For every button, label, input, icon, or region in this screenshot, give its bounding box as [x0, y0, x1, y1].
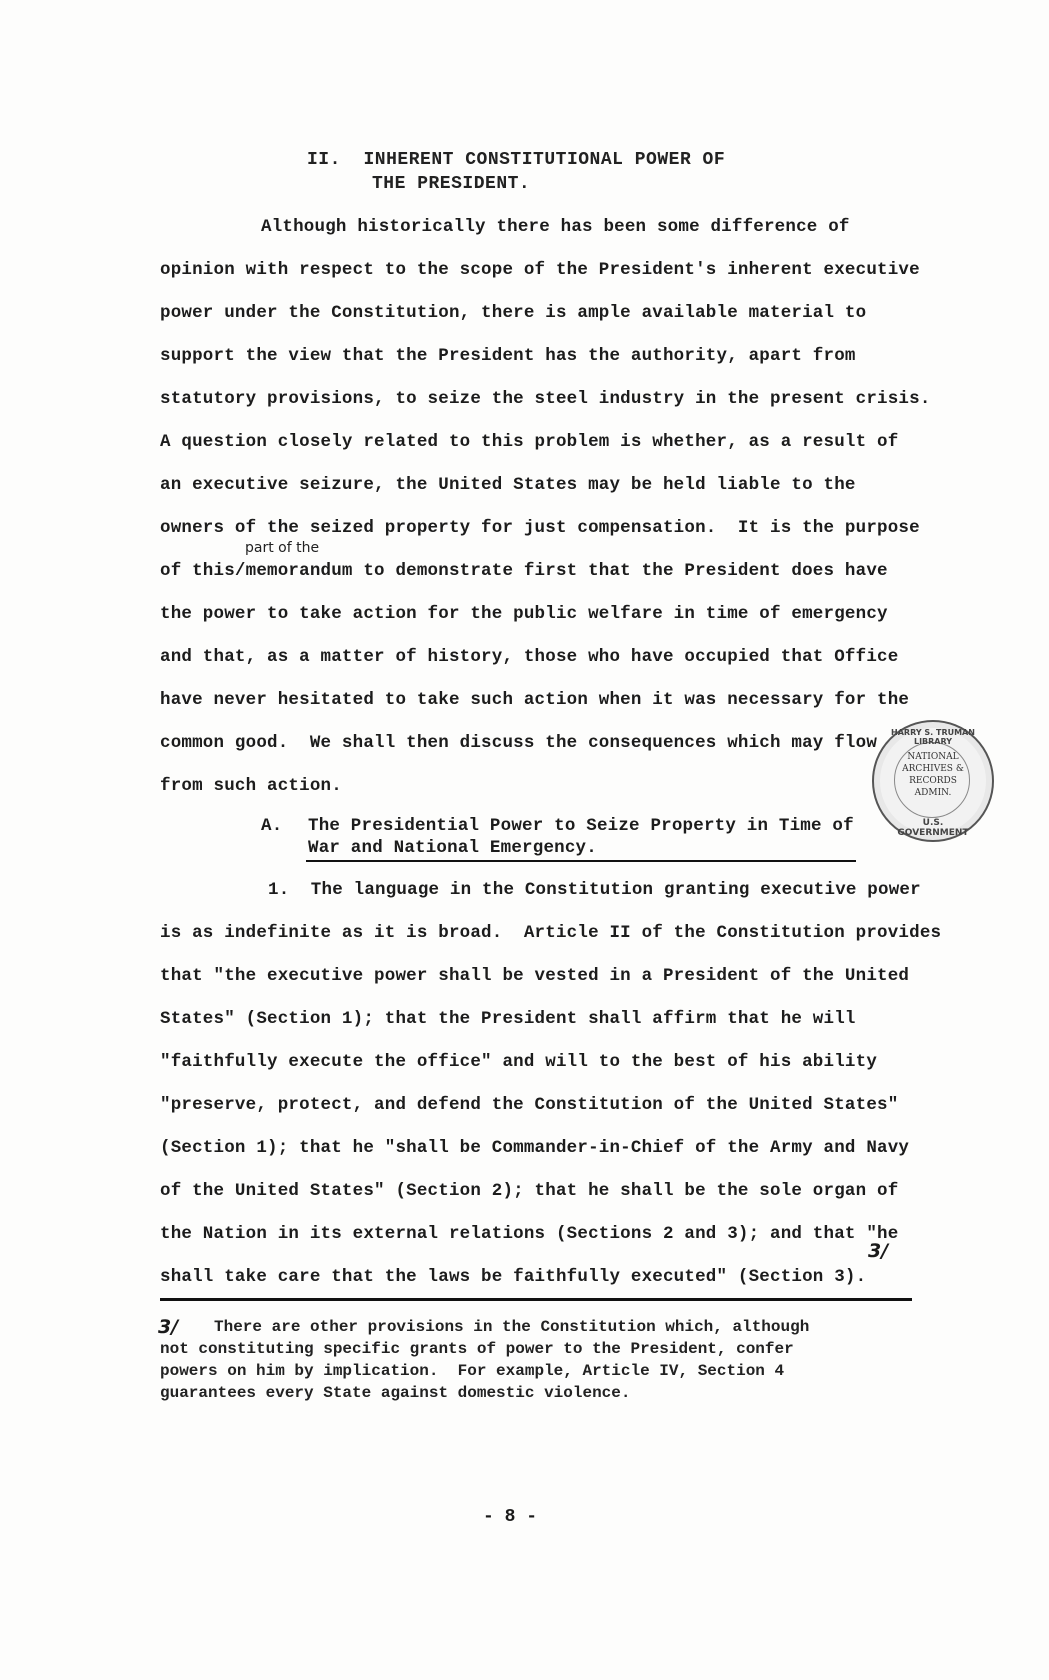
paragraph-1-line: Although historically there has been some difference of	[261, 217, 850, 237]
paragraph-1-line: common good. We shall then discuss the consequences which may flow	[160, 733, 878, 753]
footnote-line: not constituting specific grants of power to the President, confer	[160, 1340, 794, 1358]
subheading-underline	[306, 860, 856, 862]
paragraph-1-line: statutory provisions, to seize the steel industry in the present crisis.	[160, 389, 931, 409]
footnote-line: powers on him by implication. For example, Article IV, Section 4	[160, 1362, 785, 1380]
paragraph-2-line: States" (Section 1); that the President shall affirm that he will	[160, 1009, 856, 1029]
paragraph-1-line: of this/memorandum to demonstrate first that the President does have	[160, 561, 888, 581]
archive-stamp	[872, 720, 994, 842]
stamp-text-line: ARCHIVES &	[902, 764, 964, 774]
footnote-reference-mark: 3/	[868, 1240, 889, 1262]
paragraph-1-line: an executive seizure, the United States may be held liable to the	[160, 475, 856, 495]
paragraph-2-line: "preserve, protect, and defend the Constitution of the United States"	[160, 1095, 899, 1115]
paragraph-1-line: opinion with respect to the scope of the President's inherent executive	[160, 260, 920, 280]
paragraph-1-line: have never hesitated to take such action when it was necessary for the	[160, 690, 910, 710]
paragraph-2-line: of the United States" (Section 2); that he shall be the sole organ of	[160, 1181, 899, 1201]
paragraph-1-line: power under the Constitution, there is ample available material to	[160, 303, 867, 323]
paragraph-1-line: from such action.	[160, 776, 342, 796]
stamp-text-line: ADMIN.	[914, 788, 952, 798]
paragraph-1-line: and that, as a matter of history, those who have occupied that Office	[160, 647, 899, 667]
paragraph-2-line: the Nation in its external relations (Sections 2 and 3); and that "he	[160, 1224, 899, 1244]
footnote-separator-rule	[160, 1298, 912, 1301]
stamp-ring-bottom-text: U.S. GOVERNMENT	[897, 818, 969, 838]
stamp-text-line: NATIONAL	[907, 752, 959, 762]
paragraph-1-line: support the view that the President has the authority, apart from	[160, 346, 856, 366]
stamp-ring-top-text: HARRY S. TRUMAN LIBRARY	[891, 728, 975, 746]
paragraph-1-line: the power to take action for the public welfare in time of emergency	[160, 604, 888, 624]
footnote-line: There are other provisions in the Constitution which, although	[214, 1318, 810, 1336]
paragraph-2-line: shall take care that the laws be faithfully executed" (Section 3).	[160, 1267, 867, 1287]
subheading-label: A.	[261, 816, 283, 836]
section-heading-line-1: II. INHERENT CONSTITUTIONAL POWER OF	[307, 150, 726, 170]
footnote-mark: 3/	[158, 1316, 179, 1338]
section-heading-line-2: THE PRESIDENT.	[372, 174, 531, 194]
stamp-text-line: RECORDS	[909, 776, 957, 786]
paragraph-2-line: "faithfully execute the office" and will to the best of his ability	[160, 1052, 878, 1072]
paragraph-2-line: that "the executive power shall be vested in a President of the United	[160, 966, 910, 986]
paragraph-2-line: is as indefinite as it is broad. Article II of the Constitution provides	[160, 923, 942, 943]
subheading-line-1: The Presidential Power to Seize Property in Time of	[308, 816, 854, 836]
footnote-line: guarantees every State against domestic violence.	[160, 1384, 631, 1402]
paragraph-2-line: 1. The language in the Constitution granting executive power	[268, 880, 921, 900]
handwritten-insertion: part of the	[245, 540, 320, 556]
subheading-line-2: War and National Emergency.	[308, 838, 597, 858]
page-number: - 8 -	[483, 1507, 538, 1527]
paragraph-2-line: (Section 1); that he "shall be Commander-in-Chief of the Army and Navy	[160, 1138, 910, 1158]
paragraph-1-line: owners of the seized property for just compensation. It is the purpose	[160, 518, 920, 538]
paragraph-1-line: A question closely related to this problem is whether, as a result of	[160, 432, 899, 452]
